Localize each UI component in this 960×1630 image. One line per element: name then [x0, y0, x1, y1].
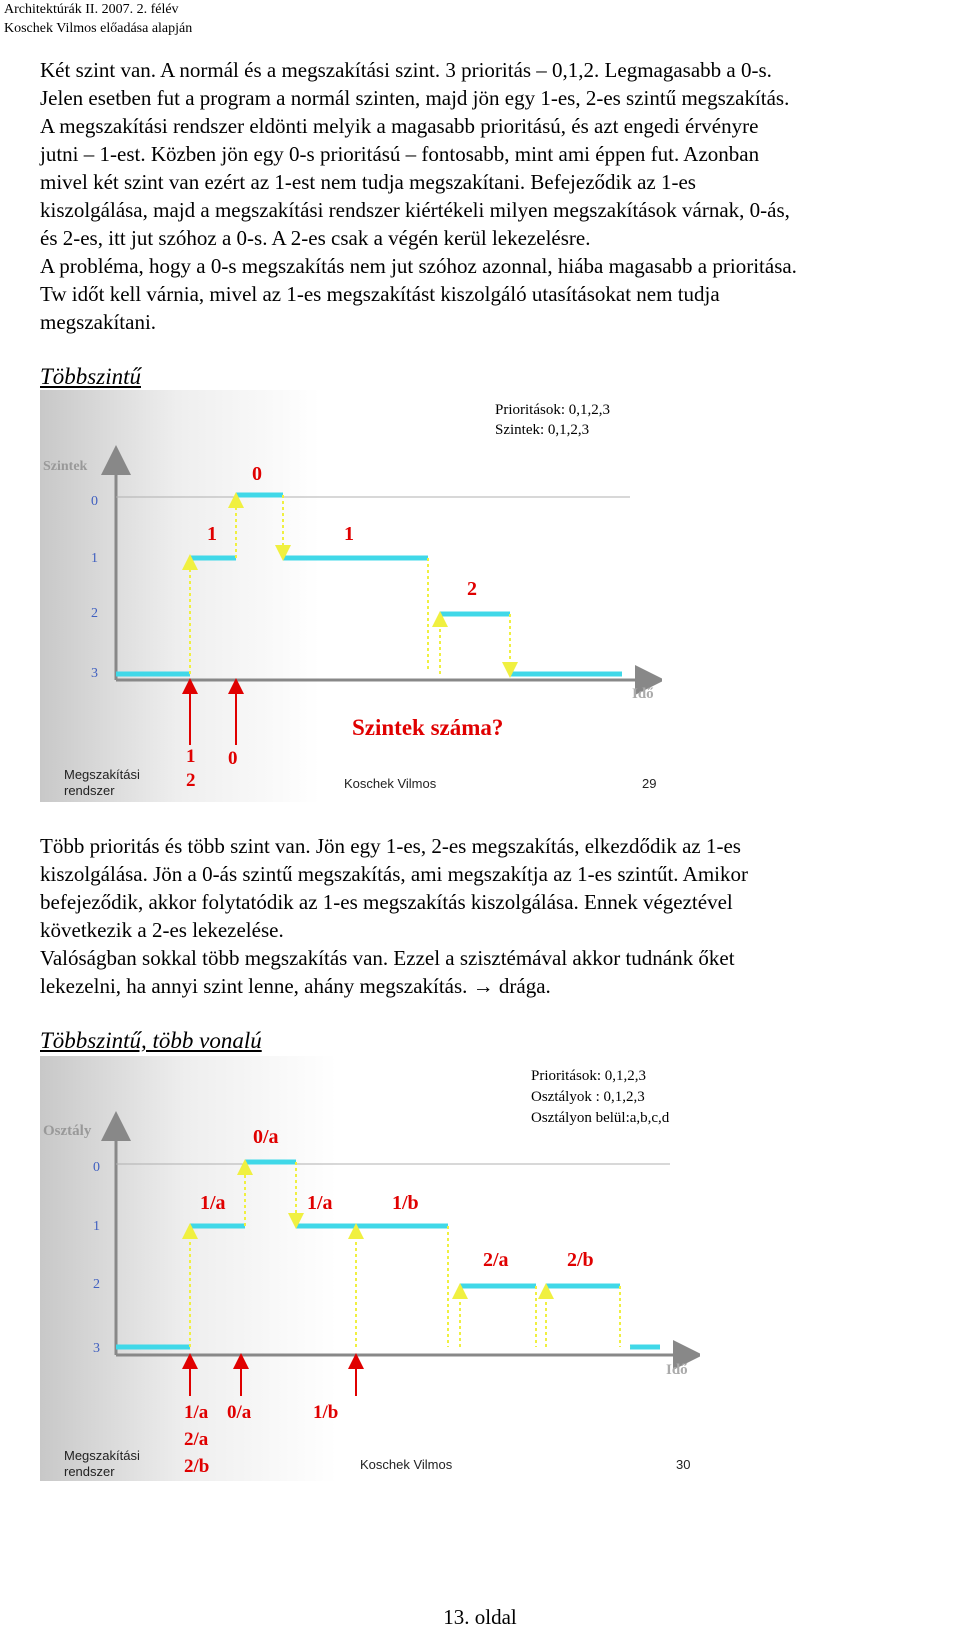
slide-multilevel-diagram — [40, 390, 662, 802]
segment-label: 1 — [344, 523, 354, 545]
system-label: rendszer — [64, 1464, 115, 1479]
time-axis-label: Idő — [666, 1362, 688, 1378]
level-tick-label: 2 — [93, 1277, 100, 1292]
slide-author: Koschek Vilmos — [360, 1457, 453, 1472]
text-line: Tw időt kell várnia, mivel az 1-es megszakítást kiszolgáló utasításokat nem tudja — [40, 282, 720, 306]
section-heading-multiline: Többszintű, több vonalú — [40, 1028, 262, 1053]
text-line: Valóságban sokkal több megszakítás van. Ezzel a szisztémával akkor tudnánk őket — [40, 946, 735, 970]
interrupt-label: 1/a — [184, 1402, 209, 1423]
level-tick-label: 3 — [93, 1341, 100, 1356]
interrupt-label: 2 — [186, 770, 196, 791]
slide-question: Szintek száma? — [352, 715, 504, 740]
axis-title: Osztály — [43, 1123, 92, 1139]
segment-label: 1/b — [392, 1192, 419, 1214]
slide-multiline-diagram — [40, 1056, 700, 1481]
text-line: megszakítani. — [40, 310, 157, 334]
section-heading-multilevel: Többszintű — [40, 364, 141, 389]
slide-info-levels: Szintek: 0,1,2,3 — [495, 422, 590, 438]
text-line: kiszolgálása, majd a megszakítási rendszer kiértékeli milyen megszakítások várnak, 0-ás, — [40, 198, 790, 222]
segment-label: 1 — [207, 523, 217, 545]
level-tick-label: 0 — [93, 1160, 100, 1175]
segment-label: 0 — [252, 463, 262, 485]
segment-label: 1/a — [200, 1192, 226, 1214]
segment-label: 0/a — [253, 1126, 279, 1148]
slide-info-subclasses: Osztályon belül:a,b,c,d — [531, 1110, 670, 1126]
text-line: befejeződik, akkor folytatódik az 1-es megszakítás kiszolgálása. Ennek végeztével — [40, 890, 733, 914]
text-line: és 2-es, itt jut szóhoz a 0-s. A 2-es csak a végén kerül lekezelésre. — [40, 226, 591, 250]
text-line: jutni – 1-est. Közben jön egy 0-s prioritású – fontosabb, mint ami éppen fut. Azonban — [40, 142, 760, 166]
axis-title: Szintek — [43, 459, 88, 474]
slide-info-classes: Osztályok : 0,1,2,3 — [531, 1089, 645, 1105]
interrupt-label: 1 — [186, 746, 196, 767]
header-course: Architektúrák II. 2007. 2. félév — [4, 2, 179, 17]
level-tick-label: 0 — [91, 494, 98, 509]
interrupt-label: 1/b — [313, 1402, 339, 1423]
interrupt-label: 2/b — [184, 1456, 210, 1477]
slide-info-priorities: Prioritások: 0,1,2,3 — [495, 402, 610, 418]
system-label: Megszakítási — [64, 767, 140, 782]
interrupt-label: 2/a — [184, 1429, 209, 1450]
slide-number: 29 — [642, 776, 657, 791]
segment-label: 2/b — [567, 1249, 594, 1271]
header-source: Koschek Vilmos előadása alapján — [4, 21, 193, 36]
interrupt-label: 0 — [228, 748, 238, 769]
slide-info-priorities: Prioritások: 0,1,2,3 — [531, 1068, 646, 1084]
segment-label: 2/a — [483, 1249, 509, 1271]
slide-author: Koschek Vilmos — [344, 776, 437, 791]
level-tick-label: 3 — [91, 666, 98, 681]
page-footer: 13. oldal — [443, 1605, 517, 1629]
text-line: A probléma, hogy a 0-s megszakítás nem jut szóhoz azonnal, hiába magasabb a prioritása. — [40, 254, 797, 278]
slide-background — [40, 390, 662, 802]
segment-label: 2 — [467, 578, 477, 600]
text-line: következik a 2-es lekezelése. — [40, 918, 284, 942]
text-line: lekezelni, ha annyi szint lenne, ahány megszakítás. → drága. — [40, 974, 551, 998]
text-line: Jelen esetben fut a program a normál szinten, majd jön egy 1-es, 2-es szintű megszakítás. — [40, 86, 790, 110]
segment-label: 1/a — [307, 1192, 333, 1214]
system-label: rendszer — [64, 783, 115, 798]
level-tick-label: 1 — [93, 1219, 100, 1234]
text-line: kiszolgálása. Jön a 0-ás szintű megszakítás, ami megszakítja az 1-es szintűt. Amikor — [40, 862, 748, 886]
text-line: A megszakítási rendszer eldönti melyik a magasabb prioritású, és azt engedi érvényre — [40, 114, 759, 138]
system-label: Megszakítási — [64, 1448, 140, 1463]
interrupt-label: 0/a — [227, 1402, 252, 1423]
text-line: mivel két szint van ezért az 1-est nem tudja megszakítani. Befejeződik az 1-es — [40, 170, 696, 194]
time-axis-label: Idő — [632, 686, 654, 702]
level-tick-label: 1 — [91, 551, 98, 566]
level-tick-label: 2 — [91, 606, 98, 621]
text-line: Két szint van. A normál és a megszakítási szint. 3 prioritás – 0,1,2. Legmagasabb a 0-s. — [40, 58, 772, 82]
slide-number: 30 — [676, 1457, 691, 1472]
text-line: Több prioritás és több szint van. Jön egy 1-es, 2-es megszakítás, elkezdődik az 1-es — [40, 834, 741, 858]
page-header — [4, 0, 192, 38]
